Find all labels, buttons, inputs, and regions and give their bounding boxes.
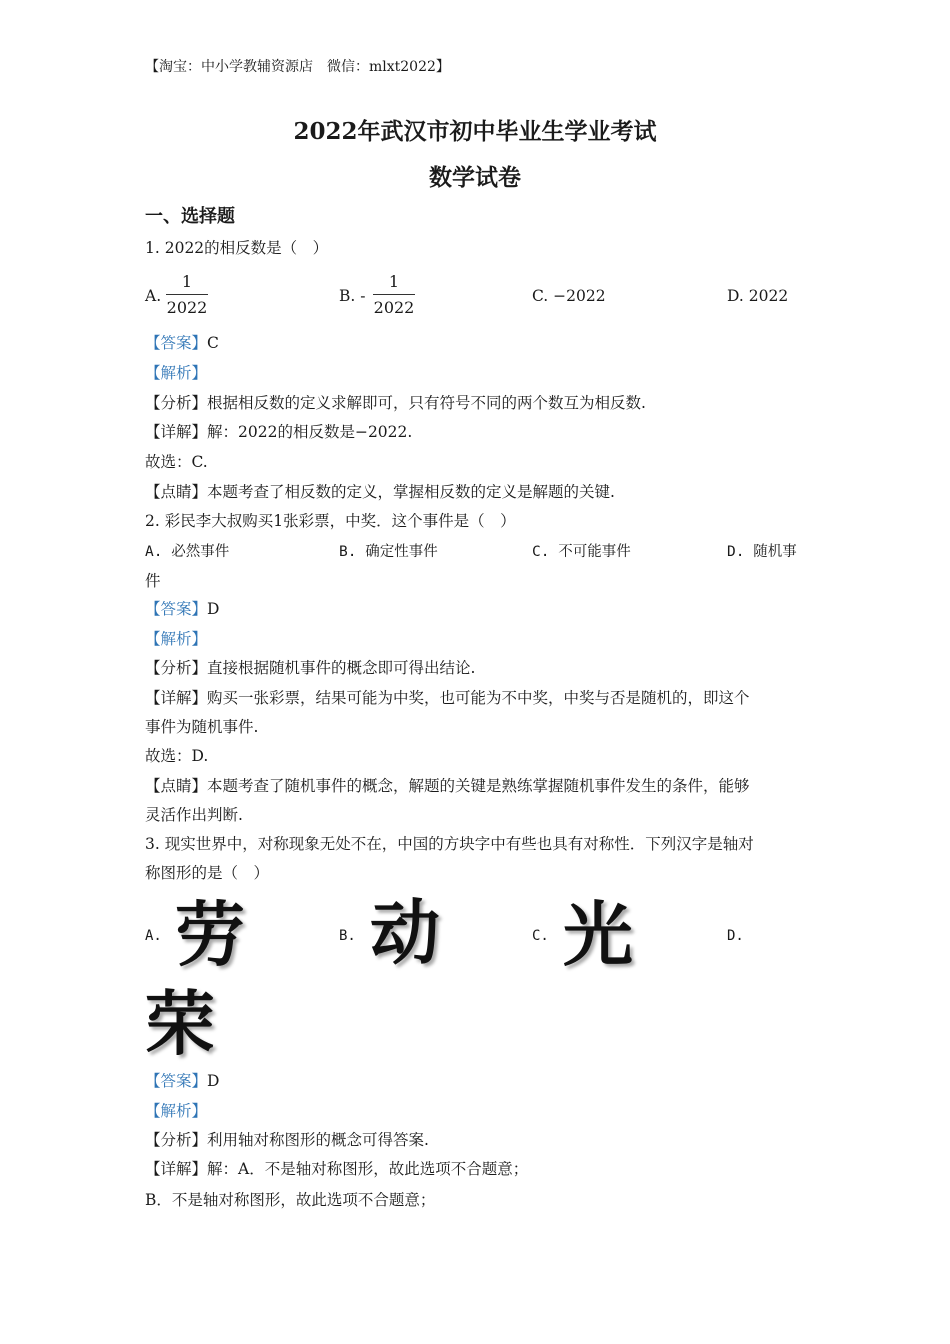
q3-option-d-char: 荣	[145, 983, 215, 1065]
q1-choose: 故选：C.	[145, 453, 208, 471]
q3-option-a-char: 劳	[175, 894, 245, 976]
q2-analysis-line	[145, 657, 475, 679]
section-heading: 一、选择题	[145, 206, 235, 227]
q3-detail-text-1: 解：A．不是轴对称图形，故此选项不合题意；	[207, 1160, 529, 1178]
q3-detail-line	[145, 1158, 528, 1180]
q1-option-a-numerator: 1	[181, 272, 193, 291]
q2-comment-line	[145, 775, 750, 797]
q1-option-c: C. −2022	[532, 287, 606, 305]
q1-option-a-denominator: 2022	[166, 298, 208, 317]
q3-answer-value: D	[207, 1072, 220, 1090]
exam-title: 2022年武汉市初中毕业生学业考试	[293, 118, 657, 145]
q2-option-d-wrap: 件	[145, 572, 161, 590]
q2-analysis-heading: 【解析】	[145, 630, 208, 648]
q1-option-b-fraction	[373, 270, 415, 321]
q2-option-b: B. 确定性事件	[339, 544, 438, 560]
q3-option-b-label: B.	[339, 928, 356, 944]
q1-analysis-line	[145, 392, 646, 414]
q1-analysis-heading: 【解析】	[145, 364, 208, 382]
q3-analysis-heading: 【解析】	[145, 1102, 208, 1120]
q2-option-a: A. 必然事件	[145, 544, 230, 560]
detail-label: 【详解】	[145, 423, 208, 441]
q3-stem-1: 3. 现实世界中，对称现象无处不在，中国的方块字中有些也具有对称性．下列汉字是轴对	[145, 835, 754, 853]
q3-detail-text-2: B．不是轴对称图形，故此选项不合题意；	[145, 1191, 436, 1209]
answer-label: 【答案】	[145, 600, 208, 618]
q3-option-c-label: C.	[532, 928, 549, 944]
q2-choose: 故选：D.	[145, 747, 209, 765]
q1-option-b-numerator: 1	[388, 272, 400, 291]
detail-label: 【详解】	[145, 1160, 208, 1178]
answer-label: 【答案】	[145, 1072, 208, 1090]
q1-detail-line	[145, 421, 412, 443]
q1-option-b-denominator: 2022	[373, 298, 415, 317]
q1-answer-line	[145, 332, 219, 354]
q3-answer-line	[145, 1070, 219, 1092]
q1-comment-text: 本题考查了相反数的定义，掌握相反数的定义是解题的关键.	[207, 483, 615, 501]
q1-detail-text: 解：2022的相反数是−2022.	[207, 423, 413, 441]
q2-detail-line	[145, 687, 750, 709]
comment-label: 【点睛】	[145, 483, 208, 501]
watermark-header: 【淘宝：中小学教辅资源店 微信：mlxt2022】	[145, 59, 450, 75]
q1-option-b-label: B. -	[339, 287, 366, 305]
q3-option-b-char: 动	[370, 892, 440, 974]
q1-answer-value: C	[207, 334, 219, 352]
q3-analysis-text: 利用轴对称图形的概念可得答案.	[207, 1131, 429, 1149]
analysis-label: 【分析】	[145, 659, 208, 677]
q3-option-c-char: 光	[563, 894, 633, 976]
comment-label: 【点睛】	[145, 777, 208, 795]
q1-option-d: D. 2022	[727, 287, 789, 305]
q2-answer-line	[145, 598, 219, 620]
q2-detail-text-2: 事件为随机事件.	[145, 718, 259, 736]
detail-label: 【详解】	[145, 689, 208, 707]
q2-analysis-text: 直接根据随机事件的概念即可得出结论.	[207, 659, 476, 677]
q2-detail-text-1: 购买一张彩票，结果可能为中奖，也可能为不中奖，中奖与否是随机的，即这个	[207, 689, 750, 707]
q3-analysis-line	[145, 1129, 429, 1151]
q2-option-c: C. 不可能事件	[532, 544, 631, 560]
q1-option-a-fraction	[166, 270, 208, 321]
q1-option-a-label: A.	[145, 287, 162, 305]
answer-label: 【答案】	[145, 334, 208, 352]
exam-subtitle: 数学试卷	[429, 164, 521, 191]
q1-stem: 1. 2022的相反数是（ ）	[145, 239, 329, 257]
q3-option-d-label: D.	[727, 928, 744, 944]
q2-stem: 2. 彩民李大叔购买1张彩票，中奖．这个事件是（ ）	[145, 512, 516, 530]
analysis-label: 【分析】	[145, 394, 208, 412]
q1-analysis-text: 根据相反数的定义求解即可，只有符号不同的两个数互为相反数.	[207, 394, 646, 412]
q2-answer-value: D	[207, 600, 220, 618]
q2-comment-text-1: 本题考查了随机事件的概念，解题的关键是熟练掌握随机事件发生的条件，能够	[207, 777, 750, 795]
q1-comment-line	[145, 481, 615, 503]
q3-stem-2: 称图形的是（ ）	[145, 864, 270, 882]
q3-option-a-label: A.	[145, 928, 162, 944]
analysis-label: 【分析】	[145, 1131, 208, 1149]
q2-comment-text-2: 灵活作出判断.	[145, 806, 243, 824]
q2-option-d: D. 随机事	[727, 544, 797, 560]
